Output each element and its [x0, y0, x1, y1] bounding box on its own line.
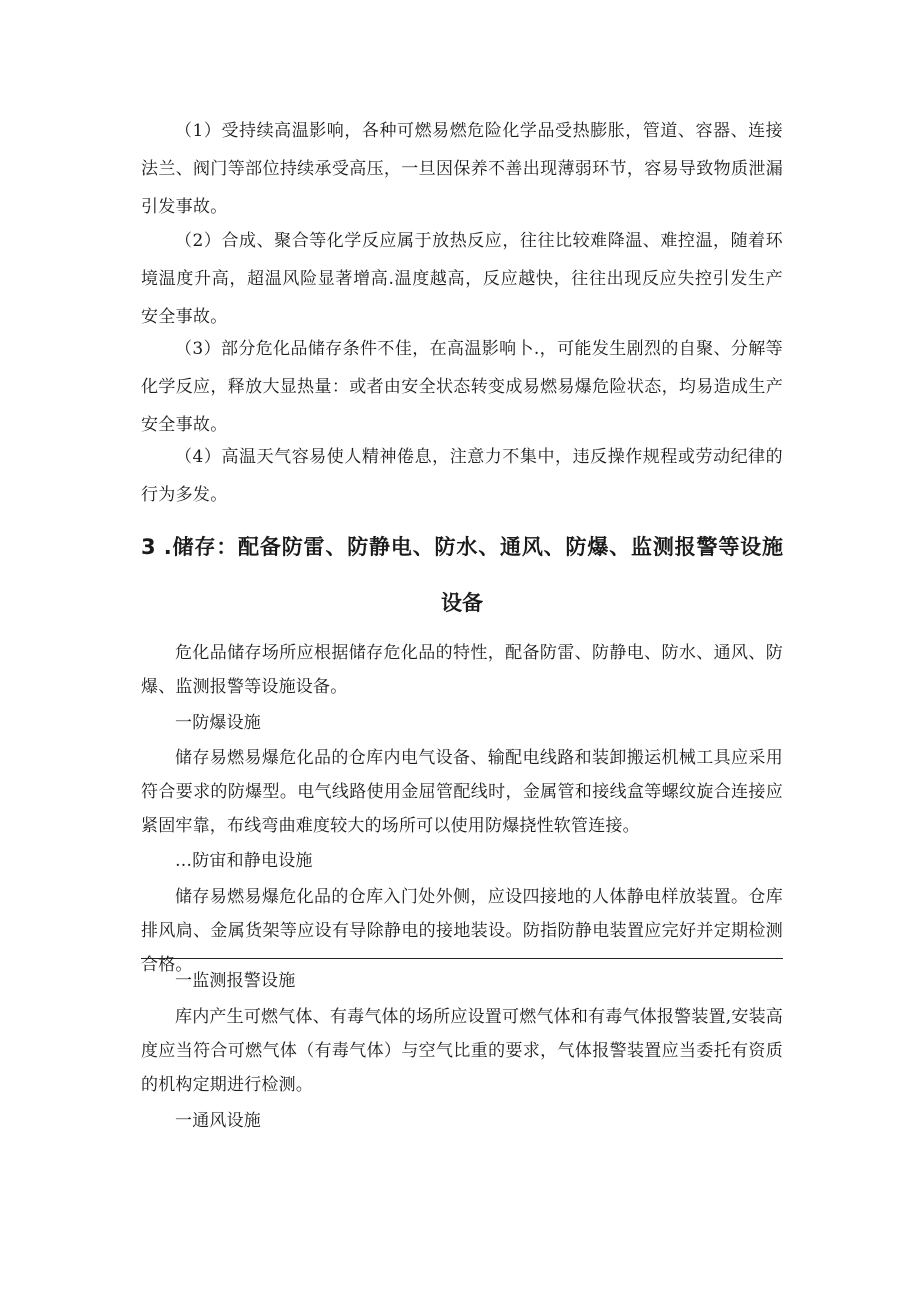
page-divider [141, 958, 783, 959]
subsection-text-explosion-proof: 储存易燃易爆危化品的仓库内电气设备、输配电线路和装卸搬运机械工具应采用符合要求的防爆型。电气线路使用金屈管配线时，金属管和接线盒等螺纹旋合连接应紧固牢靠，布线弯曲难度较大的场所可以使用防爆挠性软管连接。 [141, 748, 783, 836]
subsection-title-ventilation: 一通风设施 [175, 1111, 261, 1131]
subsection-title-explosion-proof: 一防爆设施 [175, 713, 261, 733]
paragraph-3: （3）部分危化品储存条件不佳，在高温影响卜.，可能发生剧烈的自聚、分解等化学反应，释放大显热量：或者由安全状态转变成易燃易爆危险状态，均易造成生产安全事故。 [141, 339, 783, 435]
paragraph-2: （2）合成、聚合等化学反应属于放热反应，往往比较难降温、难控温，随着环境温度升高，超温风险显著增高.温度越高，反应越快，往往出现反应失控引发生产安全事故。 [141, 231, 783, 327]
section-heading [141, 519, 783, 631]
paragraph-4: （4）高温天气容易使人精神倦息，注意力不集中，违反操作规程或劳动纪律的行为多发。 [141, 447, 783, 505]
section-heading-line-2: 设备 [441, 591, 483, 615]
paragraph-1: （1）受持续高温影响，各种可燃易燃危险化学品受热膨胀，管道、容器、连接法兰、阀门等部位持续承受高压，一旦因保养不善出现薄弱环节，容易导致物质泄漏引发事故。 [141, 121, 783, 217]
subsection-text-monitoring-alarm: 库内产生可燃气体、有毒气体的场所应设置可燃气体和有毒气体报警装置,安装高度应当符合可燃气体（有毒气体）与空气比重的要求，气体报警装置应当委托有资质的机构定期进行检测。 [141, 1007, 783, 1095]
subsection-title-monitoring-alarm: 一监测报警设施 [175, 971, 296, 991]
subsection-title-lightning-static: …防宙和静电设施 [175, 851, 313, 871]
section-heading-line-1: 3 .储存：配备防雷、防静电、防水、通风、防爆、监测报警等设施 [141, 535, 783, 559]
subsection-text-lightning-static: 储存易燃易爆危化品的仓库入门处外侧，应设四接地的人体静电样放装置。仓库排风扃、金属货架等应设有导除静电的接地装设。防指防静电装置应完好并定期检测合格。 [141, 887, 783, 975]
section-intro: 危化品储存场所应根据储存危化品的特性，配备防雷、防静电、防水、通风、防爆、监测报警等设施设备。 [141, 643, 783, 697]
